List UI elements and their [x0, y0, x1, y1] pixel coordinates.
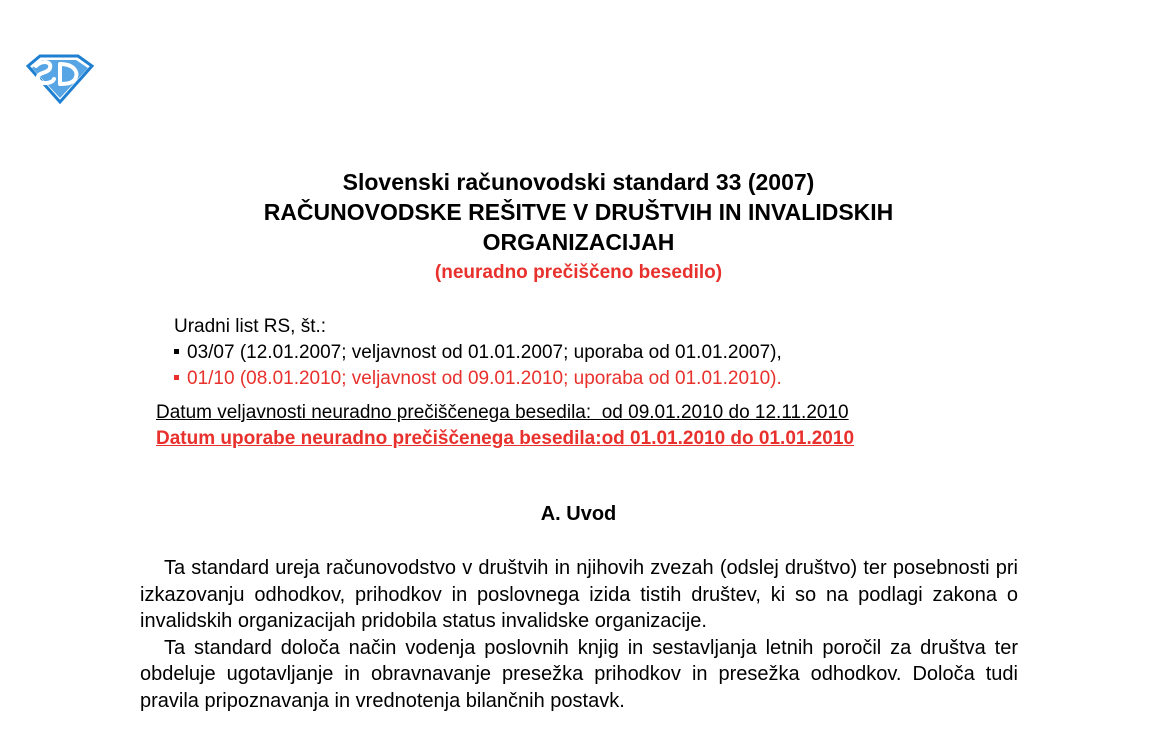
validity-dates — [156, 400, 854, 452]
section-heading: A. Uvod — [540, 503, 617, 525]
gazette-entry: 03/07 (12.01.2007; veljavnost od 01.01.2007; uporaba od 01.01.2007), — [174, 340, 782, 366]
document-subtitle-line2: ORGANIZACIJAH — [482, 229, 675, 255]
section-body — [140, 555, 1018, 714]
body-paragraph: Ta standard določa način vodenja poslovnih knjig in sestavljanja letnih poročil za društva ter obdeluje ugotavljanje in obravnavanje presežka prihodkov in presežka odhodkov. Določa tudi pravila pripoznavanja in vrednotenja bilančnih postavk. — [140, 636, 1018, 712]
body-paragraph: Ta standard ureja računovodstvo v društvih in njihovih zvezah (odslej društvo) ter posebnosti pri izkazovanju odhodkov, prihodkov in poslovnega izida tistih društev, ki so na podlagi zakona o invalidskih organizacijah pridobila status invalidske organizacije. — [140, 557, 1018, 632]
bullet-icon — [174, 375, 179, 380]
document-title: Slovenski računovodski standard 33 (2007) — [342, 169, 815, 195]
unofficial-text-note: (neuradno prečiščeno besedilo) — [434, 262, 723, 283]
gazette-entry-amendment: 01/10 (08.01.2010; veljavnost od 09.01.2010; uporaba od 01.01.2010). — [174, 366, 782, 392]
sd-shield-logo-icon — [22, 52, 96, 104]
gazette-label: Uradni list RS, št.: — [174, 316, 327, 337]
validity-date-line: Datum veljavnosti neuradno prečiščenega besedila: od 09.01.2010 do 12.11.2010 — [156, 402, 849, 423]
bullet-icon — [174, 349, 179, 354]
gazette-references — [174, 314, 782, 392]
document-subtitle-line1: RAČUNOVODSKE REŠITVE V DRUŠTVIH IN INVALIDSKIH — [263, 199, 894, 225]
application-date-line: Datum uporabe neuradno prečiščenega besedila:od 01.01.2010 do 01.01.2010 — [156, 428, 855, 449]
